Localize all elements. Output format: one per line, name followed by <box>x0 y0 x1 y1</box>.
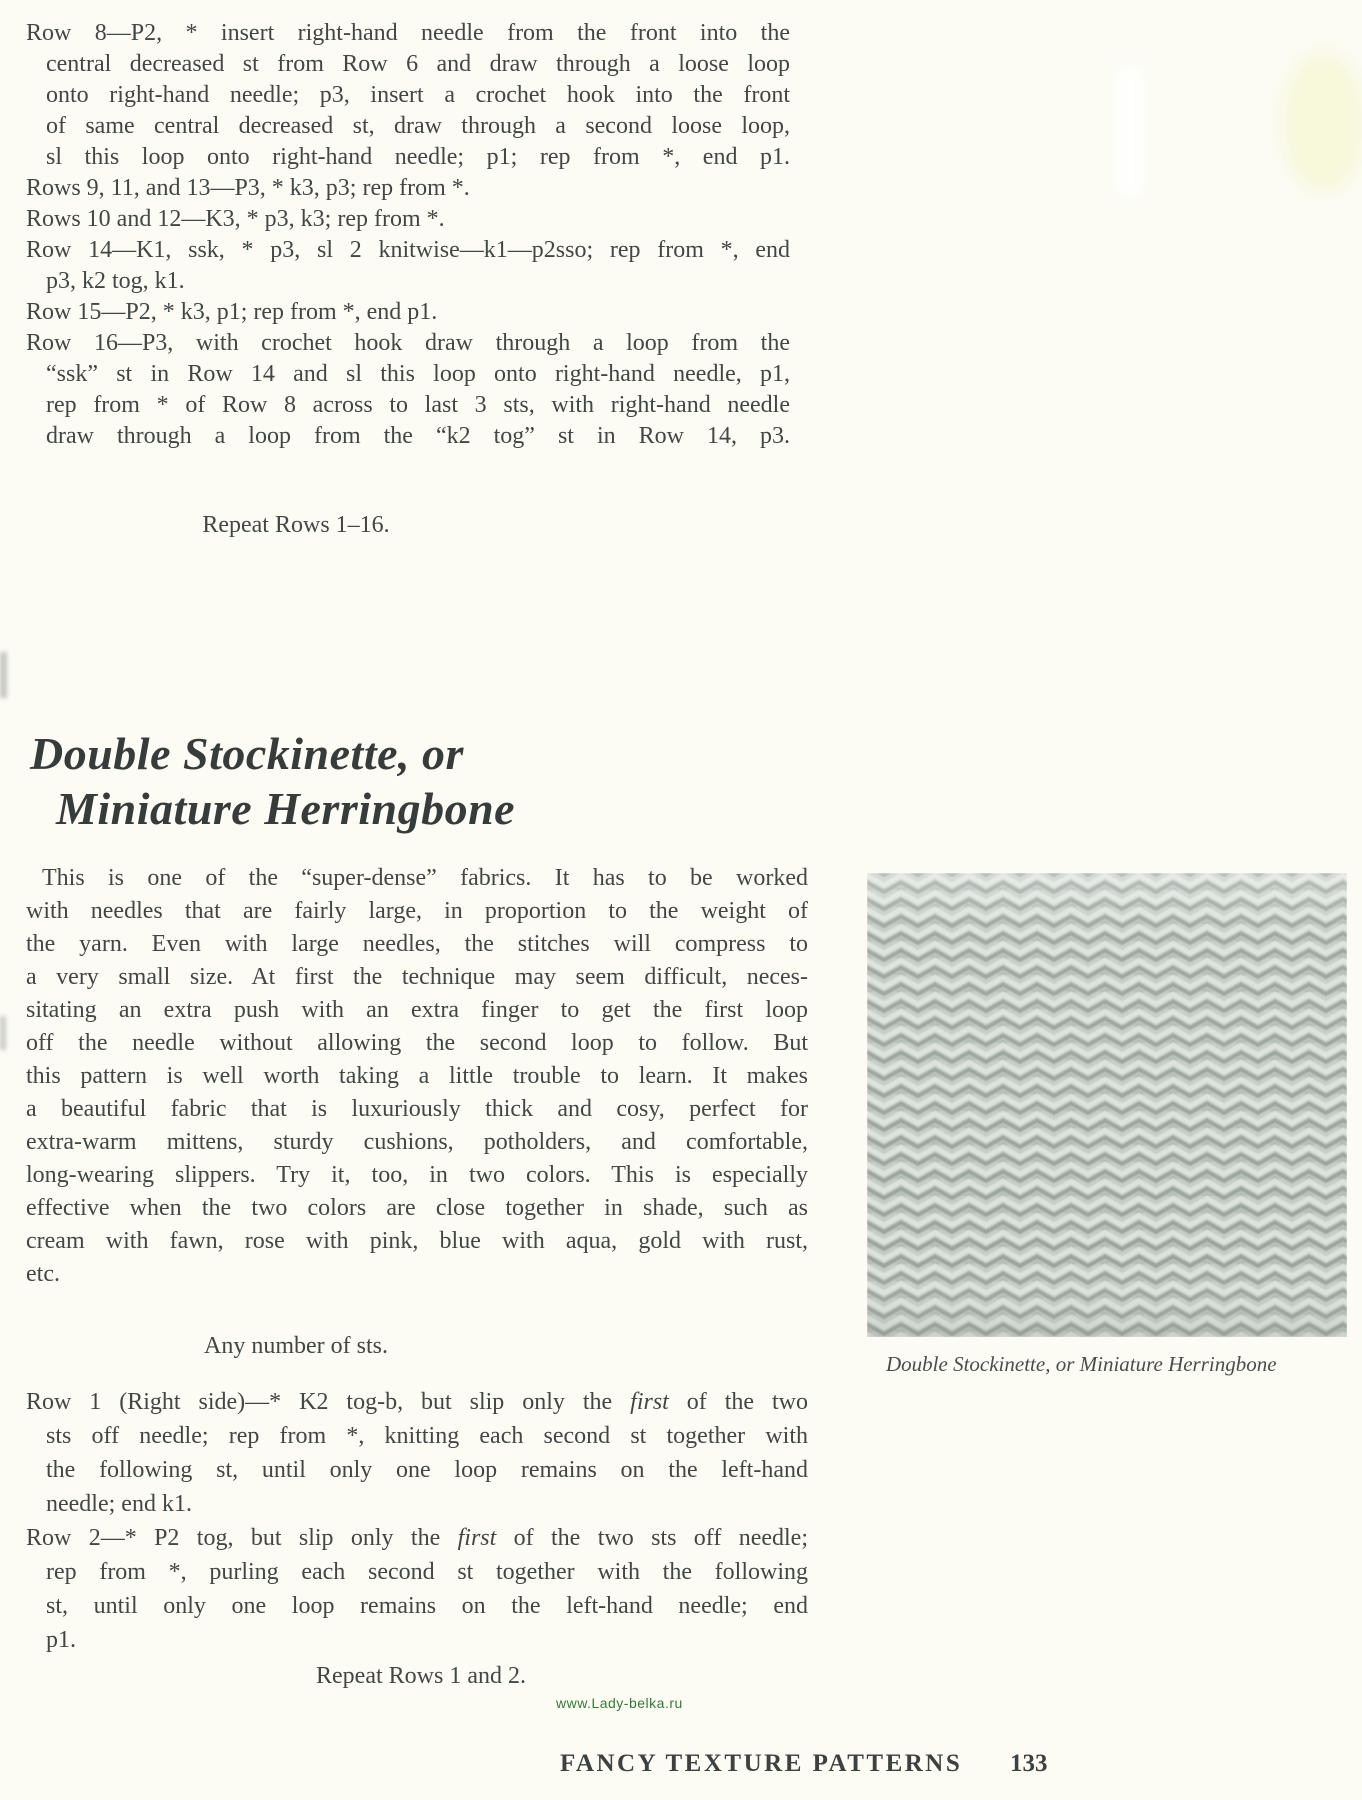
text-line: this pattern is well worth taking a little trouble to learn. It makes <box>26 1063 808 1089</box>
text-line: sitating an extra push with an extra finger to get the first loop <box>26 997 808 1023</box>
text-line: the yarn. Even with large needles, the stitches will compress to <box>26 931 808 957</box>
herringbone-swatch-graphic <box>867 873 1347 1337</box>
figure-caption: Double Stockinette, or Miniature Herringbone <box>886 1352 1277 1376</box>
stitch-count-note: Any number of sts. <box>204 1333 388 1359</box>
footer-chapter-title: FANCY TEXTURE PATTERNS <box>560 1750 963 1777</box>
text-line: draw through a loop from the “k2 tog” st in Row 14, p3. <box>46 423 790 449</box>
scan-edge-speck <box>0 652 7 698</box>
text-line: p3, k2 tog, k1. <box>46 268 185 294</box>
section-title-line-2: Miniature Herringbone <box>56 783 516 834</box>
text-line: Row 2—* P2 tog, but slip only the first of the two sts off needle; <box>26 1525 808 1551</box>
text-line: sl this loop onto right-hand needle; p1; rep from *, end p1. <box>46 144 790 170</box>
text-line: long-wearing slippers. Try it, too, in two colors. This is especially <box>26 1162 808 1188</box>
text-line: needle; end k1. <box>46 1491 192 1517</box>
text-line: with needles that are fairly large, in proportion to the weight of <box>26 898 808 924</box>
pattern-instructions-continued <box>26 18 790 452</box>
repeat-note-rows-1-16: Repeat Rows 1–16. <box>202 512 390 538</box>
text-line: rep from * of Row 8 across to last 3 sts, with right-hand needle <box>46 392 790 418</box>
text-line: onto right-hand needle; p3, insert a crochet hook into the front <box>46 82 790 108</box>
section-title-line-1: Double Stockinette, or <box>30 728 464 779</box>
text-line: of same central decreased st, draw through a second loose loop, <box>46 113 790 139</box>
section-title <box>30 726 515 836</box>
text-line: Rows 10 and 12—K3, * p3, k3; rep from *. <box>26 206 445 232</box>
fabric-swatch-photo <box>867 873 1347 1337</box>
text-line: the following st, until only one loop remains on the left-hand <box>46 1457 808 1483</box>
text-line: sts off needle; rep from *, knitting each second st together with <box>46 1423 808 1449</box>
text-line: Rows 9, 11, and 13—P3, * k3, p3; rep from *. <box>26 175 470 201</box>
text-line: extra-warm mittens, sturdy cushions, potholders, and comfortable, <box>26 1129 808 1155</box>
watermark-url: www.Lady-belka.ru <box>556 1695 683 1711</box>
repeat-note-rows-1-2: Repeat Rows 1 and 2. <box>316 1663 526 1689</box>
text-line: Row 1 (Right side)—* K2 tog-b, but slip only the first of the two <box>26 1389 809 1415</box>
text-line: Row 16—P3, with crochet hook draw through a loop from the <box>26 330 790 356</box>
text-line: off the needle without allowing the second loop to follow. But <box>26 1030 808 1056</box>
text-line: p1. <box>46 1627 76 1653</box>
text-line: etc. <box>26 1261 60 1287</box>
text-line: “ssk” st in Row 14 and sl this loop onto right-hand needle, p1, <box>46 361 790 387</box>
text-line: a beautiful fabric that is luxuriously thick and cosy, perfect for <box>26 1096 808 1122</box>
section-intro-paragraph <box>26 862 808 1291</box>
text-line: This is one of the “super-dense” fabrics. It has to be worked <box>42 865 808 891</box>
scan-yellow-blotch <box>1282 52 1362 192</box>
scan-light-strip <box>1116 68 1144 196</box>
text-line: effective when the two colors are close together in shade, such as <box>26 1195 808 1221</box>
text-line: Row 14—K1, ssk, * p3, sl 2 knitwise—k1—p2sso; rep from *, end <box>26 237 790 263</box>
text-line: Row 8—P2, * insert right-hand needle from the front into the <box>26 20 790 46</box>
text-line: cream with fawn, rose with pink, blue with aqua, gold with rust, <box>26 1228 808 1254</box>
text-line: st, until only one loop remains on the left-hand needle; end <box>46 1593 808 1619</box>
footer-page-number: 133 <box>1010 1750 1048 1777</box>
text-line: rep from *, purling each second st together with the following <box>46 1559 808 1585</box>
scan-edge-speck <box>0 1016 6 1050</box>
text-line: Row 15—P2, * k3, p1; rep from *, end p1. <box>26 299 438 325</box>
section-row-instructions <box>26 1385 808 1657</box>
text-line: central decreased st from Row 6 and draw through a loose loop <box>46 51 790 77</box>
text-line: a very small size. At first the technique may seem difficult, neces- <box>26 964 808 990</box>
